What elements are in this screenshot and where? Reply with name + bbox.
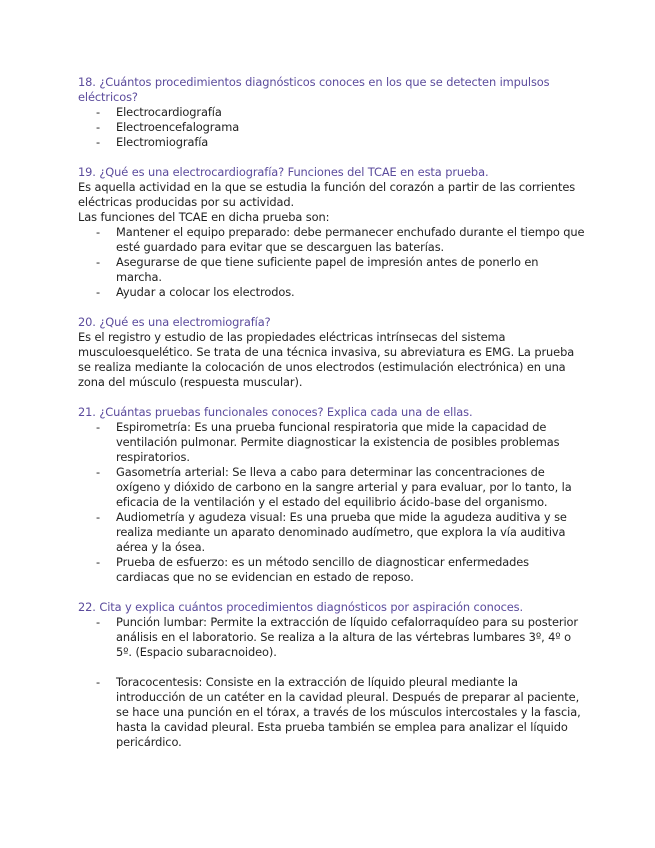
answer-paragraph: Es aquella actividad en la que se estudia la función del corazón a partir de las corrientes eléctricas producidas por su actividad. [78, 180, 576, 209]
list-item: - Electrocardiografía [116, 105, 585, 120]
answer-list [78, 105, 585, 150]
section-19 [78, 165, 585, 300]
question-heading: 22. Cita y explica cuántos procedimientos diagnósticos por aspiración conoces. [78, 600, 524, 614]
answer-paragraph: Es el registro y estudio de las propiedades eléctricas intrínsecas del sistema musculoesquelético. Se trata de una técnica invasiva, su abreviatura es EMG. La prueba se realiza mediante la colocación de unos electrodos (estimulación electrónica) en una zona del músculo (respuesta muscular). [78, 330, 575, 389]
section-22 [78, 600, 585, 750]
question-heading: 21. ¿Cuántas pruebas funcionales conoces? Explica cada una de ellas. [78, 405, 473, 419]
answer-list [78, 615, 585, 660]
list-item: - Prueba de esfuerzo: es un método sencillo de diagnosticar enfermedades cardiacas que no se evidencian en estado de reposo. [116, 555, 585, 585]
list-item: - Punción lumbar: Permite la extracción de líquido cefalorraquídeo para su posterior análisis en el laboratorio. Se realiza a la altura de las vértebras lumbares 3º, 4º o 5º. (Espacio subaracnoideo). [116, 615, 585, 660]
list-item: - Espirometría: Es una prueba funcional respiratoria que mide la capacidad de ventilación pulmonar. Permite diagnosticar la existencia de posibles problemas respiratorios. [116, 420, 585, 465]
list-item: - Audiometría y agudeza visual: Es una prueba que mide la agudeza auditiva y se realiza mediante un aparato denominado audímetro, que explora la vía auditiva aérea y la ósea. [116, 510, 585, 555]
list-item: - Electromiografía [116, 135, 585, 150]
section-18 [78, 75, 585, 150]
answer-list [78, 225, 585, 300]
question-heading: 19. ¿Qué es una electrocardiografía? Funciones del TCAE en esta prueba. [78, 165, 489, 179]
list-item: - Toracocentesis: Consiste en la extracción de líquido pleural mediante la introducción de un catéter en la cavidad pleural. Después de preparar al paciente, se hace una punción en el tórax, a través de los músculos intercostales y la fascia, hasta la cavidad pleural. Esta prueba también se emplea para analizar el líquido pericárdico. [116, 675, 585, 750]
section-20 [78, 315, 585, 390]
question-heading: 18. ¿Cuántos procedimientos diagnósticos conoces en los que se detecten impulsos eléctricos? [78, 75, 550, 104]
list-item: - Asegurarse de que tiene suficiente papel de impresión antes de ponerlo en marcha. [116, 255, 585, 285]
spacer [78, 660, 585, 675]
answer-intro: Las funciones del TCAE en dicha prueba son: [78, 210, 330, 224]
list-item: - Electroencefalograma [116, 120, 585, 135]
list-item: - Ayudar a colocar los electrodos. [116, 285, 585, 300]
answer-list [78, 675, 585, 750]
answer-list [78, 420, 585, 585]
list-item: - Gasometría arterial: Se lleva a cabo para determinar las concentraciones de oxígeno y dióxido de carbono en la sangre arterial y para evaluar, por lo tanto, la eficacia de la ventilación y el estado del equilibrio ácido-base del organismo. [116, 465, 585, 510]
question-heading: 20. ¿Qué es una electromiografía? [78, 315, 271, 329]
list-item: - Mantener el equipo preparado: debe permanecer enchufado durante el tiempo que esté guardado para evitar que se descarguen las baterías. [116, 225, 585, 255]
section-21 [78, 405, 585, 585]
